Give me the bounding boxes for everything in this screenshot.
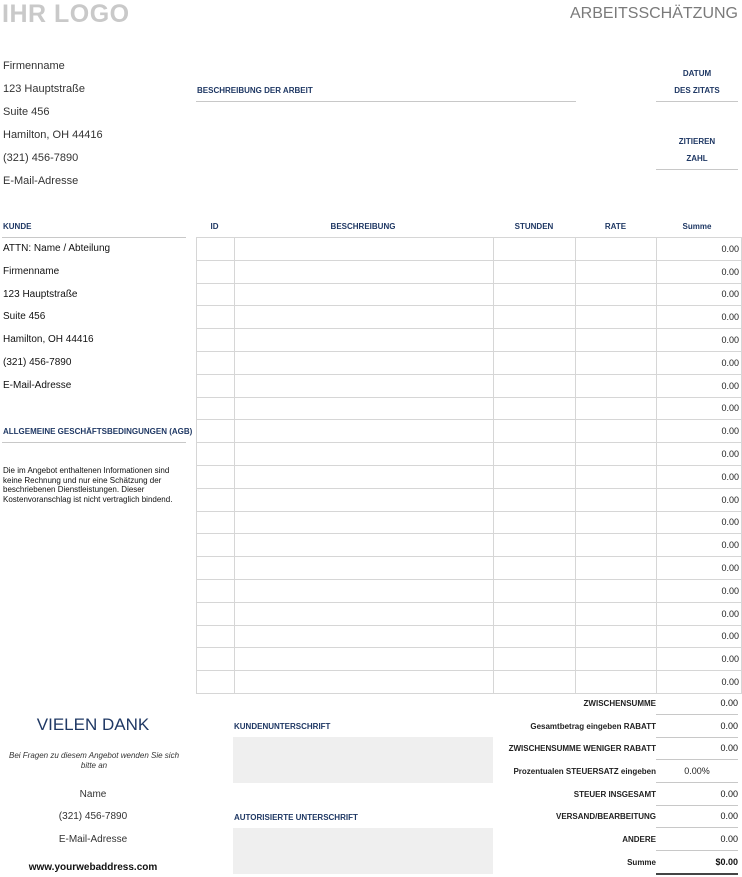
table-row: [197, 329, 742, 352]
questions-note: Bei Fragen zu diesem Angebot wenden Sie sich bitte an: [8, 751, 180, 770]
other-label: ANDERE: [622, 835, 656, 844]
cell-description[interactable]: [234, 511, 493, 534]
subtotal-label: ZWISCHENSUMME: [583, 699, 656, 708]
cell-id[interactable]: [197, 534, 235, 557]
cell-id[interactable]: [197, 397, 235, 420]
total-value: $0.00: [715, 857, 738, 867]
cell-rate[interactable]: [576, 602, 657, 625]
table-row: [197, 397, 742, 420]
cell-id[interactable]: [197, 511, 235, 534]
table-row: [197, 351, 742, 374]
date-label-2: DES ZITATS: [674, 86, 720, 95]
cell-id[interactable]: [197, 602, 235, 625]
shipping-label: VERSAND/BEARBEITUNG: [555, 812, 656, 821]
website-link[interactable]: www.yourwebaddress.com: [28, 862, 158, 873]
cell-description[interactable]: [234, 465, 493, 488]
table-row: [197, 534, 742, 557]
cell-id[interactable]: [197, 283, 235, 306]
company-street: 123 Hauptstraße: [3, 83, 85, 95]
table-row: [197, 443, 742, 466]
cell-hours[interactable]: [493, 488, 575, 511]
table-row: [197, 306, 742, 329]
cell-id[interactable]: [197, 648, 235, 671]
client-phone: (321) 456-7890: [3, 357, 72, 368]
cell-sum: 0.00: [657, 420, 742, 443]
cell-hours[interactable]: [493, 579, 575, 602]
client-email: E-Mail-Adresse: [3, 380, 72, 391]
cell-description[interactable]: [234, 238, 493, 261]
cell-sum: 0.00: [657, 397, 742, 420]
cell-description[interactable]: [234, 351, 493, 374]
table-row: [197, 420, 742, 443]
cell-sum: 0.00: [657, 306, 742, 329]
cell-id[interactable]: [197, 260, 235, 283]
client-attn: ATTN: Name / Abteilung: [3, 243, 111, 254]
cell-hours[interactable]: [493, 283, 575, 306]
cell-description[interactable]: [234, 420, 493, 443]
cell-rate[interactable]: [576, 648, 657, 671]
date-label-1: DATUM: [682, 69, 712, 78]
cell-rate[interactable]: [576, 488, 657, 511]
cell-sum: 0.00: [657, 238, 742, 261]
cell-rate[interactable]: [576, 534, 657, 557]
document-title: ARBEITSSCHÄTZUNG: [569, 5, 738, 22]
cell-description[interactable]: [234, 579, 493, 602]
cell-sum: 0.00: [657, 488, 742, 511]
cell-rate[interactable]: [576, 238, 657, 261]
cell-sum: 0.00: [657, 534, 742, 557]
cell-description[interactable]: [234, 306, 493, 329]
cell-id[interactable]: [197, 329, 235, 352]
cell-rate[interactable]: [576, 671, 657, 694]
table-row: [197, 648, 742, 671]
cell-description[interactable]: [234, 602, 493, 625]
cell-sum: 0.00: [657, 579, 742, 602]
client-signature-label: KUNDENUNTERSCHRIFT: [234, 722, 331, 731]
cell-id[interactable]: [197, 420, 235, 443]
cell-description[interactable]: [234, 374, 493, 397]
cell-description[interactable]: [234, 260, 493, 283]
cell-description[interactable]: [234, 488, 493, 511]
cell-hours[interactable]: [493, 557, 575, 580]
thank-you-heading: VIELEN DANK: [36, 715, 150, 734]
table-row: [197, 579, 742, 602]
tax-total-value: 0.00: [720, 789, 738, 799]
subtotal-less-discount-value: 0.00: [720, 743, 738, 753]
company-phone: (321) 456-7890: [3, 152, 79, 164]
cell-id[interactable]: [197, 443, 235, 466]
cell-sum: 0.00: [657, 260, 742, 283]
client-label: KUNDE: [3, 222, 32, 231]
cell-rate[interactable]: [576, 625, 657, 648]
discount-value[interactable]: 0.00: [720, 721, 738, 731]
cell-hours[interactable]: [493, 511, 575, 534]
cell-rate[interactable]: [576, 283, 657, 306]
cell-sum: 0.00: [657, 443, 742, 466]
client-city: Hamilton, OH 44416: [3, 334, 94, 345]
cell-hours[interactable]: [493, 397, 575, 420]
total-line: [656, 873, 738, 875]
job-description-line[interactable]: [196, 101, 576, 102]
cell-sum: 0.00: [657, 511, 742, 534]
cell-rate[interactable]: [576, 443, 657, 466]
cell-rate[interactable]: [576, 465, 657, 488]
cell-description[interactable]: [234, 397, 493, 420]
cell-sum: 0.00: [657, 329, 742, 352]
client-street: 123 Hauptstraße: [3, 289, 78, 300]
cell-sum: 0.00: [657, 625, 742, 648]
contact-email: E-Mail-Adresse: [58, 834, 128, 845]
cell-description[interactable]: [234, 671, 493, 694]
cell-sum: 0.00: [657, 374, 742, 397]
cell-sum: 0.00: [657, 671, 742, 694]
table-row: [197, 238, 742, 261]
table-row: [197, 625, 742, 648]
terms-text: Die im Angebot enthaltenen Informationen sind keine Rechnung und nur eine Schätzung der beschriebenen Dienstleistungen. Dieser Kostenvoranschlag ist nicht vertraglich bindend.: [3, 466, 173, 504]
cell-description[interactable]: [234, 329, 493, 352]
cell-rate[interactable]: [576, 260, 657, 283]
cell-id[interactable]: [197, 625, 235, 648]
cell-hours[interactable]: [493, 465, 575, 488]
cell-rate[interactable]: [576, 329, 657, 352]
cell-sum: 0.00: [657, 557, 742, 580]
cell-hours[interactable]: [493, 306, 575, 329]
cell-rate[interactable]: [576, 374, 657, 397]
shipping-value[interactable]: 0.00: [720, 811, 738, 821]
date-line[interactable]: [656, 101, 738, 102]
col-header-id: ID: [210, 222, 219, 231]
cell-sum: 0.00: [657, 602, 742, 625]
quote-number-line[interactable]: [656, 169, 738, 170]
cell-id[interactable]: [197, 557, 235, 580]
cell-sum: 0.00: [657, 351, 742, 374]
cell-hours[interactable]: [493, 238, 575, 261]
cell-hours[interactable]: [493, 374, 575, 397]
col-header-sum: Summe: [682, 222, 712, 231]
table-row: [197, 374, 742, 397]
cell-hours[interactable]: [493, 260, 575, 283]
cell-id[interactable]: [197, 351, 235, 374]
cell-rate[interactable]: [576, 579, 657, 602]
cell-hours[interactable]: [493, 625, 575, 648]
tax-line: [656, 805, 738, 806]
table-row: [197, 283, 742, 306]
cell-rate[interactable]: [576, 351, 657, 374]
subtotal-value: 0.00: [720, 698, 738, 708]
cell-hours[interactable]: [493, 602, 575, 625]
cell-id[interactable]: [197, 238, 235, 261]
client-signature-box[interactable]: [233, 737, 493, 783]
col-header-rate: RATE: [604, 222, 627, 231]
cell-id[interactable]: [197, 465, 235, 488]
cell-hours[interactable]: [493, 534, 575, 557]
quote-label-2: ZAHL: [686, 154, 708, 163]
cell-hours[interactable]: [493, 648, 575, 671]
cell-rate[interactable]: [576, 397, 657, 420]
terms-label: ALLGEMEINE GESCHÄFTSBEDINGUNGEN (AGB): [3, 427, 193, 436]
taxrate-value[interactable]: 0.00%: [684, 766, 710, 776]
col-header-description: BESCHREIBUNG: [330, 222, 396, 231]
client-name: Firmenname: [3, 266, 60, 277]
cell-sum: 0.00: [657, 465, 742, 488]
cell-id[interactable]: [197, 306, 235, 329]
client-divider: [2, 237, 186, 238]
cell-hours[interactable]: [493, 351, 575, 374]
client-suite: Suite 456: [3, 311, 46, 322]
company-suite: Suite 456: [3, 106, 50, 118]
discount-label: Gesamtbetrag eingeben RABATT: [530, 722, 656, 731]
cell-rate[interactable]: [576, 420, 657, 443]
subtotal-less-line: [656, 759, 738, 760]
cell-id[interactable]: [197, 488, 235, 511]
company-email: E-Mail-Adresse: [3, 175, 79, 187]
cell-rate[interactable]: [576, 557, 657, 580]
other-value[interactable]: 0.00: [720, 834, 738, 844]
cell-rate[interactable]: [576, 306, 657, 329]
cell-sum: 0.00: [657, 648, 742, 671]
cell-description[interactable]: [234, 625, 493, 648]
table-row: [197, 488, 742, 511]
cell-description[interactable]: [234, 557, 493, 580]
taxrate-line: [656, 782, 738, 783]
discount-line: [656, 737, 738, 738]
terms-divider: [2, 442, 186, 443]
total-label: Summe: [627, 858, 656, 867]
line-items-table: [196, 237, 742, 694]
cell-hours[interactable]: [493, 443, 575, 466]
cell-description[interactable]: [234, 443, 493, 466]
cell-hours[interactable]: [493, 329, 575, 352]
company-name: Firmenname: [3, 60, 65, 72]
quote-label-1: ZITIEREN: [678, 137, 716, 146]
table-row: [197, 465, 742, 488]
cell-sum: 0.00: [657, 283, 742, 306]
cell-id[interactable]: [197, 374, 235, 397]
shipping-line: [656, 827, 738, 828]
job-description-label: BESCHREIBUNG DER ARBEIT: [197, 86, 313, 95]
authorized-signature-box[interactable]: [233, 828, 493, 874]
subtotal-line: [656, 714, 738, 715]
subtotal-less-discount-label: ZWISCHENSUMME WENIGER RABATT: [508, 744, 656, 753]
cell-id[interactable]: [197, 579, 235, 602]
cell-hours[interactable]: [493, 671, 575, 694]
table-row: [197, 671, 742, 694]
cell-description[interactable]: [234, 283, 493, 306]
table-row: [197, 260, 742, 283]
tax-total-label: STEUER INSGESAMT: [573, 790, 656, 799]
table-row: [197, 557, 742, 580]
cell-description[interactable]: [234, 648, 493, 671]
company-city: Hamilton, OH 44416: [3, 129, 103, 141]
cell-rate[interactable]: [576, 511, 657, 534]
cell-hours[interactable]: [493, 420, 575, 443]
table-row: [197, 602, 742, 625]
authorized-signature-label: AUTORISIERTE UNTERSCHRIFT: [234, 813, 358, 822]
contact-phone: (321) 456-7890: [58, 811, 128, 822]
cell-description[interactable]: [234, 534, 493, 557]
cell-id[interactable]: [197, 671, 235, 694]
col-header-hours: STUNDEN: [514, 222, 554, 231]
contact-name: Name: [79, 789, 107, 800]
other-line: [656, 850, 738, 851]
table-row: [197, 511, 742, 534]
logo-placeholder: IHR LOGO: [2, 0, 130, 28]
taxrate-label: Prozentualen STEUERSATZ eingeben: [513, 767, 656, 776]
